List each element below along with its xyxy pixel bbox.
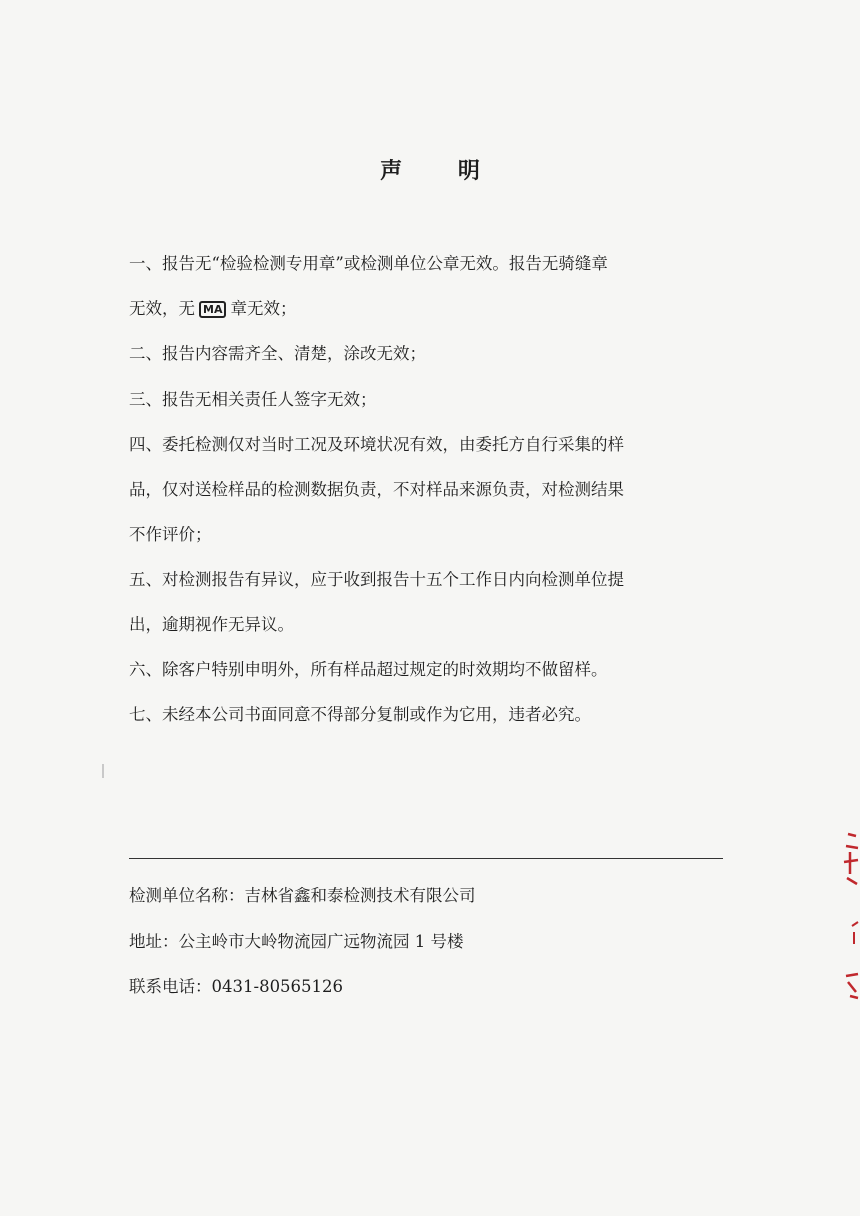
seal-fragment-icon [838, 826, 860, 1026]
clause-1-line-1: 一、报告无“检验检测专用章”或检测单位公章无效。报告无骑缝章 [129, 254, 608, 273]
phone-label: 联系电话： [129, 977, 212, 996]
clause-3: 三、报告无相关责任人签字无效； [129, 390, 377, 409]
scan-artifact [102, 764, 104, 778]
lab-name-row [129, 884, 476, 908]
page-title: 声 明 [380, 159, 504, 184]
address-label: 地址： [129, 932, 179, 951]
clause-1-line-2 [129, 297, 296, 321]
address-value: 公主岭市大岭物流园广远物流园 1 号楼 [178, 932, 464, 951]
clause-4-line-3: 不作评价； [129, 525, 212, 544]
clause-7: 七、未经本公司书面同意不得部分复制或作为它用，违者必究。 [129, 705, 591, 724]
address-row [129, 930, 464, 954]
lab-name-label: 检测单位名称： [129, 886, 245, 905]
phone-value: 0431-80565126 [211, 977, 344, 996]
clause-4-line-1: 四、委托检测仅对当时工况及环境状况有效，由委托方自行采集的样 [129, 435, 624, 454]
phone-row [129, 975, 343, 999]
clause-1-text-b: 章无效； [230, 299, 297, 318]
lab-name-value: 吉林省鑫和泰检测技术有限公司 [244, 886, 476, 905]
cma-mark-icon: MA [199, 301, 226, 318]
clause-4-line-2: 品，仅对送检样品的检测数据负责，不对样品来源负责，对检测结果 [129, 480, 624, 499]
clause-1-text-a: 无效，无 [129, 299, 195, 318]
divider-line [129, 858, 723, 859]
clause-2: 二、报告内容需齐全、清楚，涂改无效； [129, 344, 426, 363]
clause-5-line-1: 五、对检测报告有异议，应于收到报告十五个工作日内向检测单位提 [129, 570, 624, 589]
clause-6: 六、除客户特别申明外，所有样品超过规定的时效期均不做留样。 [129, 660, 608, 679]
clause-5-line-2: 出，逾期视作无异议。 [129, 615, 294, 634]
